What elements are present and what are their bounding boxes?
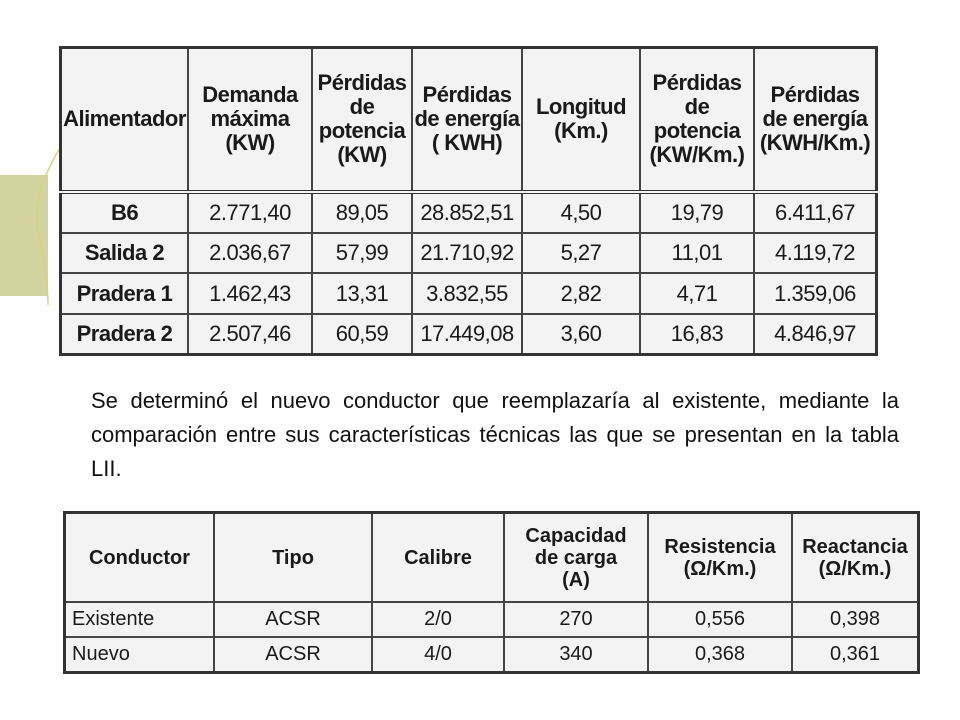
header-resistencia: Resistencia (Ω/Km.) [648, 513, 792, 603]
header-conductor: Conductor [65, 513, 215, 603]
table-row [61, 192, 877, 233]
cell: 4,50 [522, 192, 640, 233]
cell: 16,83 [640, 314, 754, 355]
cell: 4/0 [372, 637, 504, 673]
cell: 2.771,40 [188, 192, 312, 233]
cell: 2.507,46 [188, 314, 312, 355]
cell: B6 [61, 192, 189, 233]
cell: 17.449,08 [412, 314, 522, 355]
cell: 11,01 [640, 233, 754, 273]
table-header-row [61, 48, 877, 192]
table-row [65, 637, 919, 673]
header-calibre: Calibre [372, 513, 504, 603]
cell: 13,31 [312, 273, 412, 313]
conductor-comparison-table [63, 511, 920, 674]
header-perdidas-energia-km: Pérdidas de energía (KWH/Km.) [754, 48, 877, 192]
cell: 2.036,67 [188, 233, 312, 273]
header-perdidas-energia: Pérdidas de energía ( KWH) [412, 48, 522, 192]
cell: Existente [65, 602, 215, 637]
cell: Pradera 2 [61, 314, 189, 355]
header-demanda-maxima: Demanda máxima (KW) [188, 48, 312, 192]
header-perdidas-potencia-km: Pérdidas de potencia (KW/Km.) [640, 48, 754, 192]
body-paragraph: Se determinó el nuevo conductor que reemplazaría al existente, mediante la comparación entre sus características técnicas las que se presentan en la tabla LII. [91, 388, 899, 481]
cell: 270 [504, 602, 648, 637]
table-row [65, 602, 919, 637]
header-tipo: Tipo [214, 513, 372, 603]
cell: 340 [504, 637, 648, 673]
cell: 5,27 [522, 233, 640, 273]
cell: 21.710,92 [412, 233, 522, 273]
cell: 0,398 [792, 602, 919, 637]
cell: 0,556 [648, 602, 792, 637]
cell: Pradera 1 [61, 273, 189, 313]
cell: 0,361 [792, 637, 919, 673]
cell: 89,05 [312, 192, 412, 233]
cell: 60,59 [312, 314, 412, 355]
cell: 4.119,72 [754, 233, 877, 273]
feeder-losses-table [59, 46, 878, 356]
header-reactancia: Reactancia (Ω/Km.) [792, 513, 919, 603]
table-row [61, 273, 877, 313]
cell: 2,82 [522, 273, 640, 313]
cell: 6.411,67 [754, 192, 877, 233]
cell: 19,79 [640, 192, 754, 233]
cell: Nuevo [65, 637, 215, 673]
cell: 1.359,06 [754, 273, 877, 313]
cell: ACSR [214, 602, 372, 637]
cell: 4.846,97 [754, 314, 877, 355]
cell: 3,60 [522, 314, 640, 355]
header-capacidad: Capacidad de carga (A) [504, 513, 648, 603]
cell: 57,99 [312, 233, 412, 273]
cell: 3.832,55 [412, 273, 522, 313]
header-longitud: Longitud (Km.) [522, 48, 640, 192]
table-header-row [65, 513, 919, 603]
table-row [61, 314, 877, 355]
cell: 28.852,51 [412, 192, 522, 233]
table-row [61, 233, 877, 273]
cell: 1.462,43 [188, 273, 312, 313]
header-alimentador: Alimentador [61, 48, 189, 192]
cell: 0,368 [648, 637, 792, 673]
header-perdidas-potencia: Pérdidas de potencia (KW) [312, 48, 412, 192]
cell: ACSR [214, 637, 372, 673]
cell: 2/0 [372, 602, 504, 637]
cell: Salida 2 [61, 233, 189, 273]
cell: 4,71 [640, 273, 754, 313]
